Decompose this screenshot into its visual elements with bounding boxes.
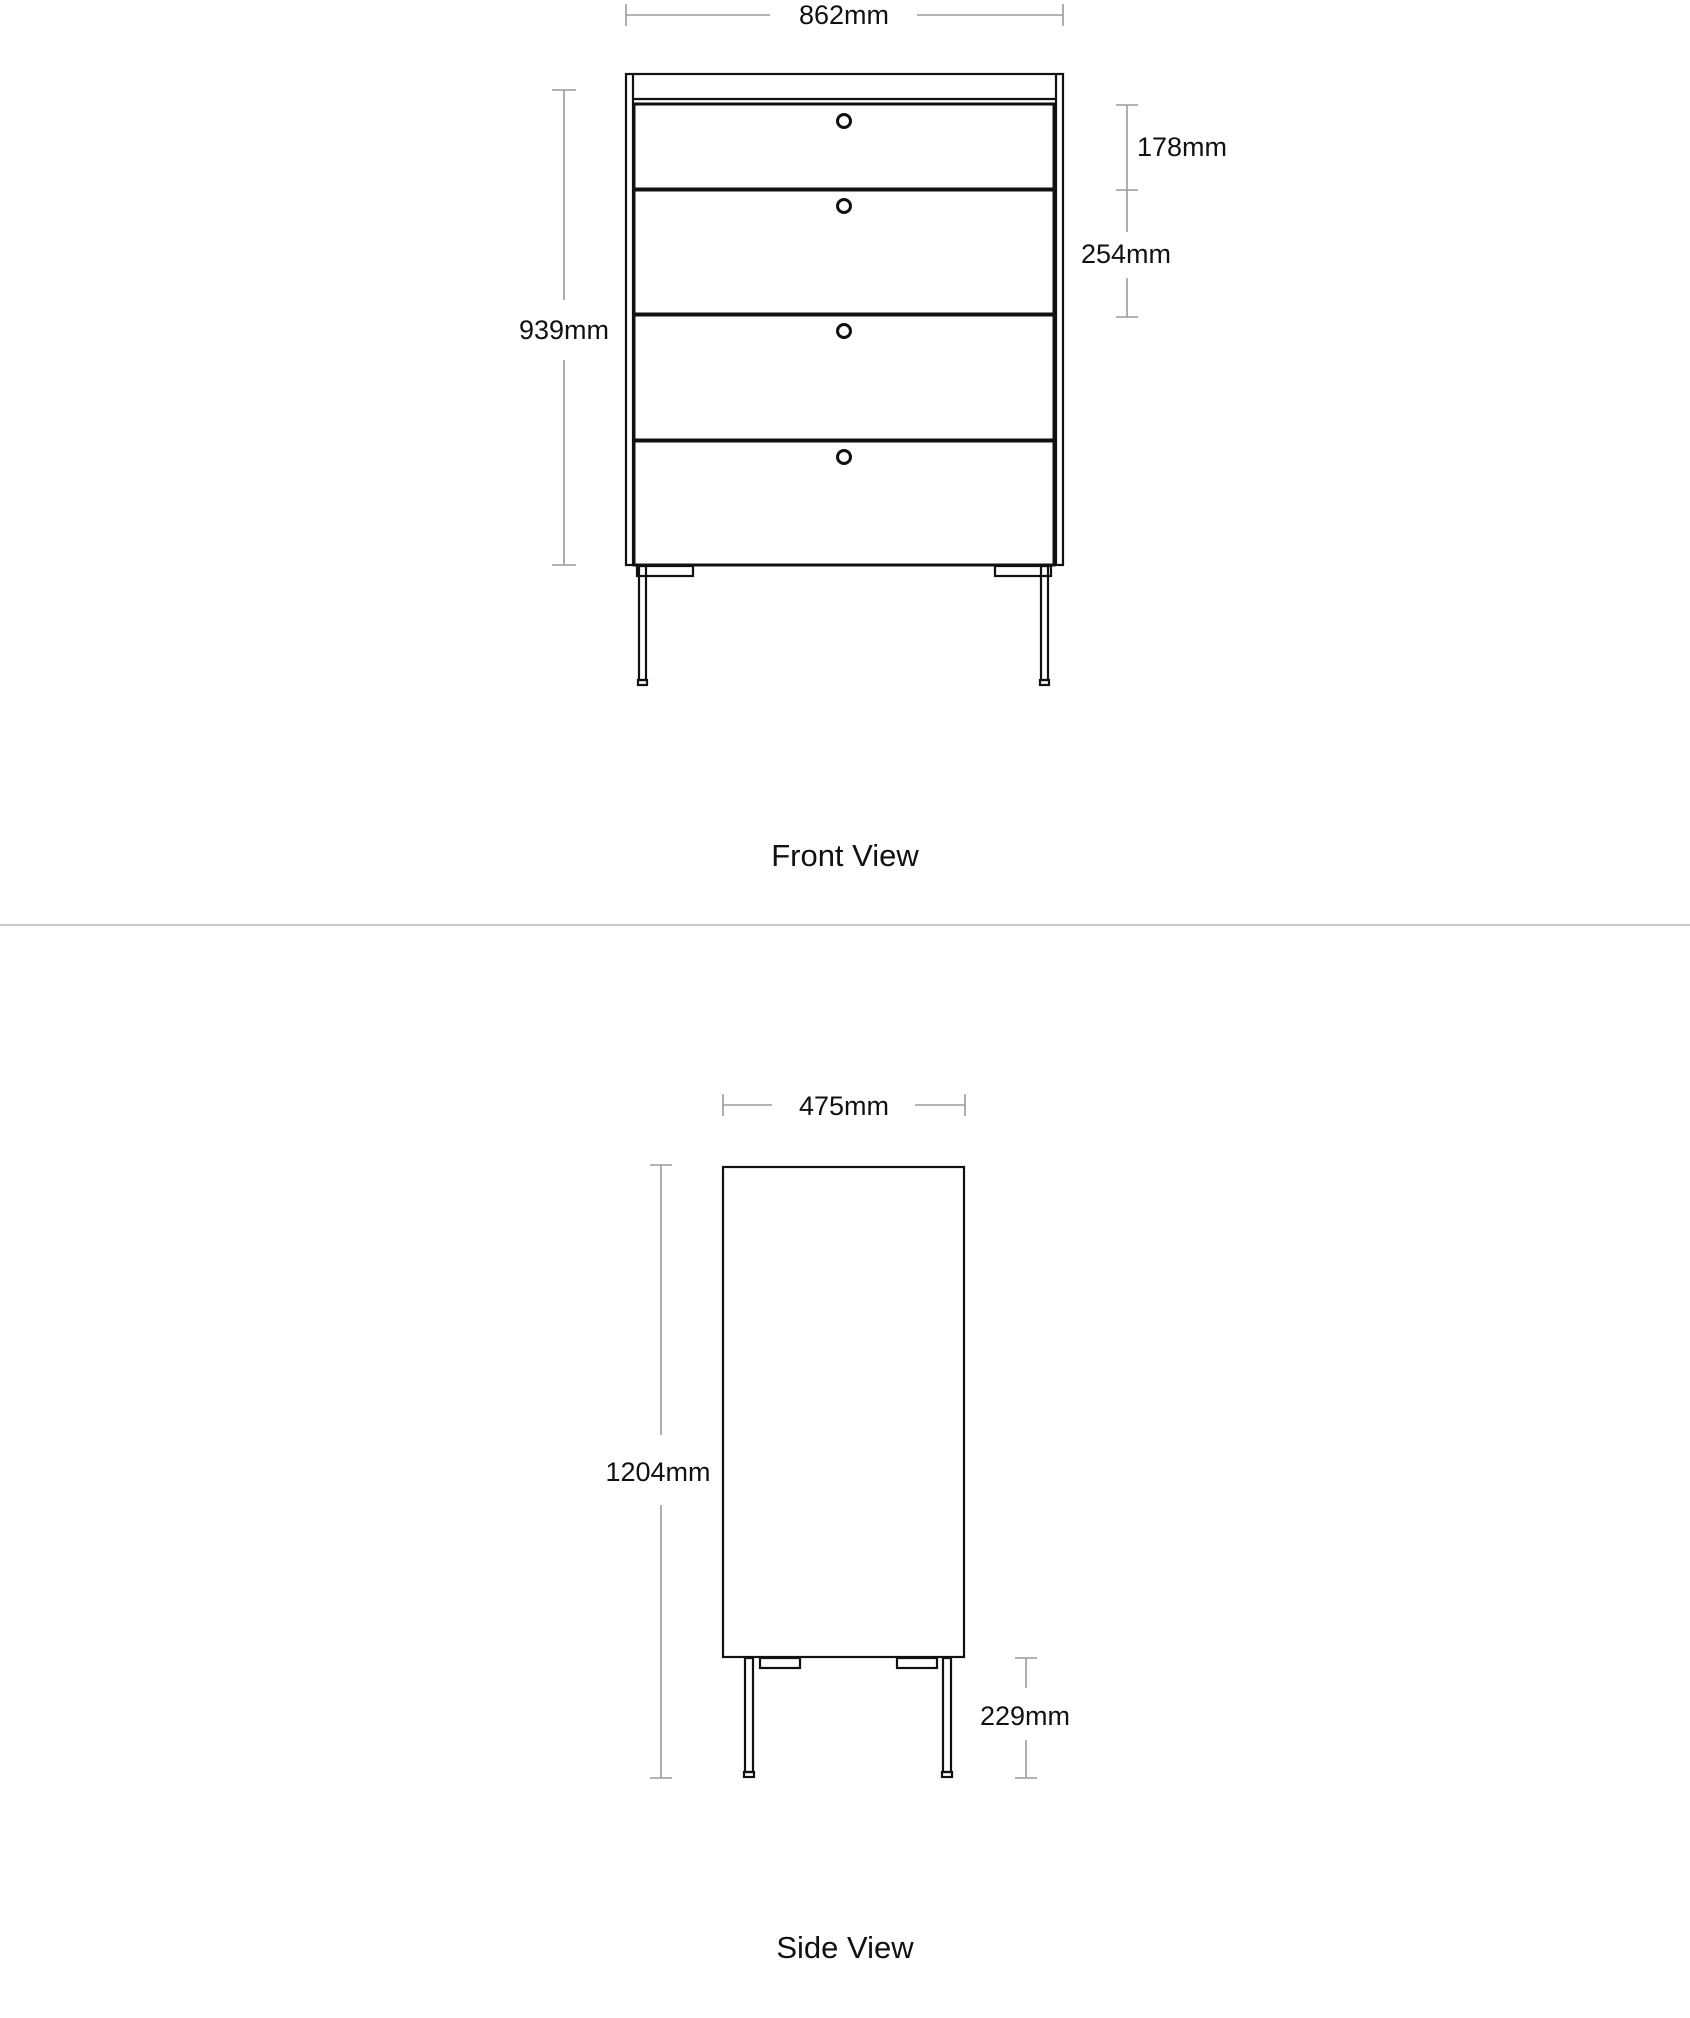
dresser-cabinet — [626, 74, 1063, 565]
right-leg — [1041, 566, 1048, 680]
drawer-height-label: 254mm — [1080, 239, 1172, 269]
front-view-title: Front View — [771, 838, 919, 873]
side-left-bracket — [760, 1658, 800, 1668]
drawer-3 — [634, 315, 1054, 440]
side-depth-label: 475mm — [798, 1091, 890, 1121]
side-right-bracket — [897, 1658, 937, 1668]
side-leg-dimension — [980, 1658, 1070, 1778]
side-view — [605, 1091, 1070, 1965]
drawer-1-knob — [838, 115, 851, 128]
side-leg-height-label: 229mm — [979, 1701, 1071, 1731]
front-width-dimension — [626, 0, 1063, 30]
side-right-foot — [942, 1772, 952, 1777]
drawer-1 — [634, 104, 1054, 189]
dresser-front — [626, 74, 1063, 685]
right-leg-bracket — [995, 566, 1051, 576]
side-right-leg — [943, 1658, 951, 1772]
left-leg-foot — [638, 680, 647, 685]
drawer-4-knob — [838, 451, 851, 464]
front-width-label: 862mm — [798, 0, 890, 30]
side-height-label: 1204mm — [605, 1457, 711, 1487]
left-leg — [639, 566, 646, 680]
side-left-leg — [745, 1658, 753, 1772]
right-leg-foot — [1040, 680, 1049, 685]
side-view-title: Side View — [776, 1930, 914, 1965]
dresser-side — [723, 1167, 964, 1777]
drawer-4 — [634, 441, 1054, 565]
side-depth-dimension — [723, 1091, 965, 1121]
drawer-2 — [634, 190, 1054, 314]
side-cabinet — [723, 1167, 964, 1657]
side-height-dimension — [605, 1165, 710, 1778]
front-drawer-dimensions — [1081, 105, 1227, 317]
top-drawer-height-label: 178mm — [1137, 132, 1228, 162]
drawer-3-knob — [838, 325, 851, 338]
drawer-2-knob — [838, 200, 851, 213]
front-view — [519, 0, 1227, 873]
side-left-foot — [744, 1772, 754, 1777]
front-height-label: 939mm — [518, 315, 610, 345]
front-height-dimension — [519, 90, 609, 565]
